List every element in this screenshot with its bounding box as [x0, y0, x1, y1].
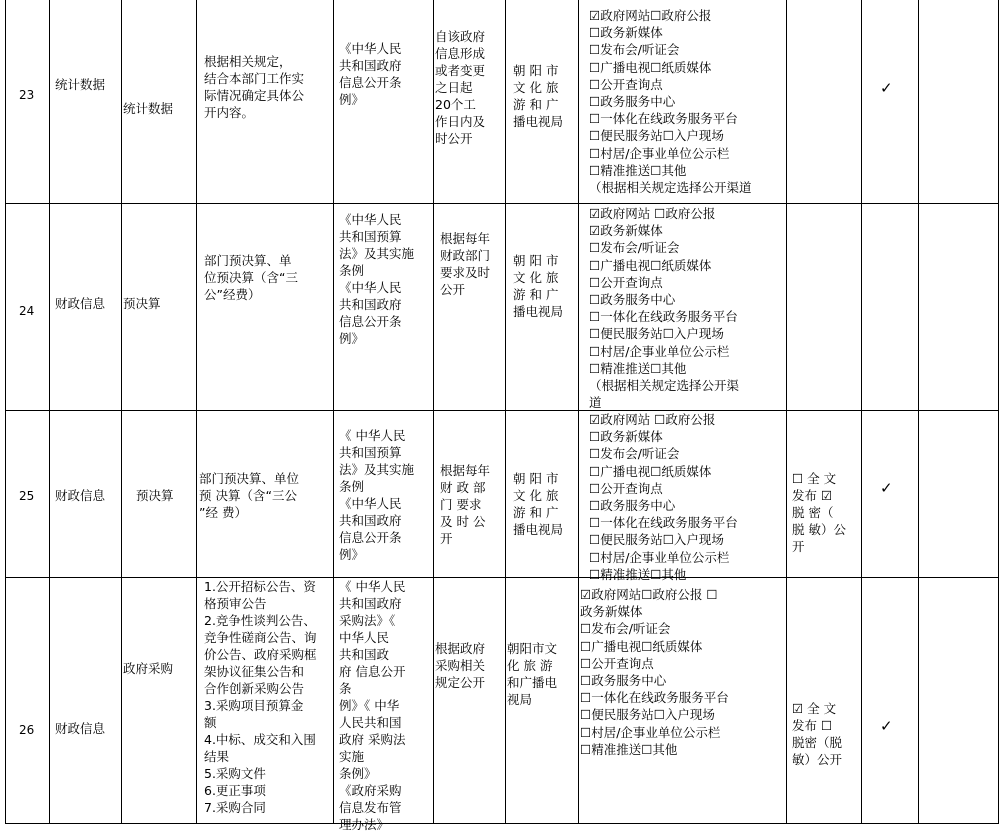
- row-subject: 朝 阳 市 文 化 旅 游 和 广 播电视局: [513, 253, 564, 319]
- grid-line: [918, 0, 919, 824]
- grid-line: [5, 0, 6, 824]
- row-channels: ☑政府网站☐政府公报 ☐ 政务新媒体 ☐发布会/听证会 ☐广播电视☐纸质媒体 ☐公开查询点 ☐政务服务中心 ☐一体化在线政务服务平台 ☐便民服务站☐入户现场 ☐村居/企事业单位公示栏 ☐精准推送☐其他: [580, 587, 729, 757]
- grid-line: [505, 0, 506, 824]
- grid-line: [49, 0, 50, 824]
- grid-line: [861, 0, 862, 824]
- grid-line: [578, 0, 579, 824]
- grid-line: [121, 0, 122, 824]
- row-category: 财政信息: [55, 721, 106, 736]
- row-number: 25: [19, 489, 35, 503]
- row-content: 根据相关规定， 结合本部门工作实 际情况确定具体公 开内容。: [204, 54, 305, 120]
- row-category: 统计数据: [55, 77, 106, 92]
- check-mark-icon: ✓: [880, 479, 893, 497]
- row-subject: 朝 阳 市 文 化 旅 游 和 广 播电视局: [513, 471, 564, 537]
- row-subject: 朝阳市文 化 旅 游 和广播电 视局: [507, 641, 558, 707]
- row-channels: ☑政府网站 ☐政府公报 ☑政务新媒体 ☐发布会/听证会 ☐广播电视☐纸质媒体 ☐公开查询点 ☐政务服务中心 ☐一体化在线政务服务平台 ☐便民服务站☐入户现场 ☐村居/企事业单位公示栏 ☐精准推送☐其他 （根据相关规定选择公开渠 道: [589, 206, 740, 411]
- row-channels: ☑政府网站 ☐政府公报 ☐政务新媒体 ☐发布会/听证会 ☐广播电视☐纸质媒体 ☐公开查询点 ☐政务服务中心 ☐一体化在线政务服务平台 ☐便民服务站☐入户现场 ☐村居/企事业单位公示栏 ☐精准推送☐其他: [589, 412, 738, 582]
- check-mark-icon: ✓: [880, 717, 893, 735]
- row-subcategory: 预决算: [136, 488, 174, 503]
- row-content: 部门预决算、单位 预 决算（含“三公 ”经 费）: [199, 471, 300, 520]
- row-time-limit: 根据每年 财 政 部 门 要求 及 时 公 开: [440, 463, 491, 546]
- row-basis: 《 中华人民 共和国预算 法》及其实施 条例 《中华人民 共和国政府 信息公开条 例》: [339, 428, 415, 562]
- row-subcategory: 政府采购: [123, 661, 174, 676]
- grid-line: [333, 0, 334, 824]
- grid-line: [5, 577, 999, 578]
- row-category: 财政信息: [55, 296, 106, 311]
- row-basis: 《中华人民 共和国政府 信息公开条 例》: [339, 41, 402, 107]
- grid-line: [433, 0, 434, 824]
- grid-line: [5, 410, 999, 411]
- grid-line: [5, 203, 999, 204]
- row-basis: 《中华人民 共和国预算 法》及其实施 条例 《中华人民 共和国政府 信息公开条 例》: [339, 212, 415, 346]
- row-time-limit: 根据每年 财政部门 要求及时 公开: [440, 231, 491, 297]
- row-number: 23: [19, 88, 35, 102]
- row-category: 财政信息: [55, 488, 106, 503]
- row-time-limit: 自该政府 信息形成 或者变更 之日起 20个工 作日内及 时公开: [435, 29, 486, 146]
- row-content: 1.公开招标公告、资 格预审公告 2.竞争性谈判公告、 竞争性磋商公告、询 价公告、政府采购框 架协议征集公告和 合作创新采购公告 3.采购项目预算金 额 4.中标、成交和入围 结果 5.采购文件 6.更正事项 7.采购合同: [204, 579, 317, 815]
- row-mode: ☑ 全 文 发布 ☐ 脱密（脱 敏）公开: [792, 701, 843, 767]
- grid-line: [5, 823, 999, 824]
- row-subject: 朝 阳 市 文 化 旅 游 和 广 播电视局: [513, 63, 564, 129]
- row-mode: ☐ 全 文 发布 ☑ 脱 密（ 脱 敏）公 开: [792, 471, 846, 554]
- row-subcategory: 预决算: [123, 296, 161, 311]
- row-time-limit: 根据政府 采购相关 规定公开: [435, 641, 486, 690]
- row-number: 26: [19, 723, 35, 737]
- row-basis: 《 中华人民 共和国政府 采购法》《 中华人民 共和国政 府 信息公开 条 例》《 中华 人民共和国 政府 采购法 实施 条例》 《政府采购 信息发布管 理办法》: [339, 579, 406, 832]
- row-number: 24: [19, 304, 35, 318]
- grid-line: [998, 0, 999, 824]
- grid-line: [196, 0, 197, 824]
- check-mark-icon: ✓: [880, 79, 893, 97]
- row-channels: ☑政府网站☐政府公报 ☐政务新媒体 ☐发布会/听证会 ☐广播电视☐纸质媒体 ☐公开查询点 ☐政务服务中心 ☐一体化在线政务服务平台 ☐便民服务站☐入户现场 ☐村居/企事业单位公示栏 ☐精准推送☐其他 （根据相关规定选择公开渠道: [589, 8, 752, 196]
- row-content: 部门预决算、单 位预决算（含“三 公”经费）: [204, 253, 298, 302]
- grid-line: [786, 0, 787, 824]
- row-subcategory: 统计数据: [123, 101, 174, 116]
